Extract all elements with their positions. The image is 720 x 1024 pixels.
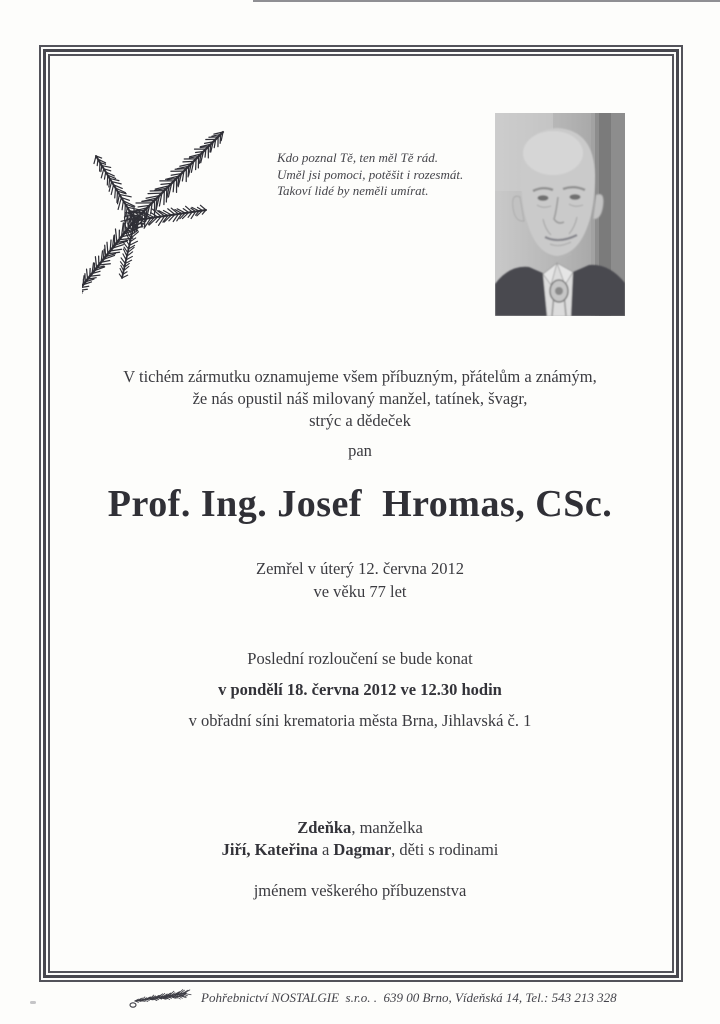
ceremony-datetime: v pondělí 18. června 2012 ve 12.30 hodin — [218, 680, 502, 699]
verse-line: Kdo poznal Tě, ten měl Tě rád. — [277, 150, 439, 165]
verse-line: Uměl jsi pomoci, potěšit i rozesmát. — [277, 166, 464, 182]
deceased-name: Prof. Ing. Josef Hromas, CSc. — [107, 483, 613, 525]
death-info — [0, 557, 720, 603]
mourner-relation: , manželka — [351, 818, 423, 837]
scan-artifact-speck — [30, 1001, 36, 1004]
feather-branch-icon — [126, 985, 192, 1011]
memorial-verse — [277, 150, 463, 200]
announcement-line: strýc a dědeček — [309, 411, 411, 430]
mourner-name: Zdeňka — [297, 818, 352, 837]
scan-artifact-line — [253, 0, 720, 2]
mourner-names: Jiří, Kateřina — [221, 840, 318, 859]
announcement-line: V tichém zármutku oznamujeme všem příbuzným, přátelům a známým, — [123, 367, 597, 386]
death-age-line: ve věku 77 let — [313, 582, 407, 601]
ceremony-intro: Poslední rozloučení se bude konat — [247, 649, 473, 668]
portrait-photo — [495, 113, 625, 316]
mourner-name: Dagmar — [333, 840, 392, 859]
mourners-line-2 — [0, 840, 720, 860]
death-date-line: Zemřel v úterý 12. června 2012 — [255, 559, 464, 578]
ceremony-location: v obřadní síni krematoria města Brna, Jihlavská č. 1 — [188, 711, 532, 730]
mourner-relation: , děti s rodinami — [391, 840, 499, 859]
mourners-line-1 — [0, 818, 720, 838]
announcement-paragraph — [0, 366, 720, 432]
verse-line: Takoví lidé by neměli umírat. — [277, 183, 429, 198]
conjunction: a — [317, 840, 334, 859]
title-word: pan — [348, 441, 372, 460]
mourners-closing: jménem veškerého příbuzenstva — [253, 881, 467, 900]
funeral-home-info: Pohřebnictví NOSTALGIE s.r.o. . 639 00 Brno, Vídeňská 14, Tel.: 543 213 328 — [201, 990, 617, 1005]
spruce-branch-icon — [82, 120, 240, 302]
announcement-line: že nás opustil náš milovaný manžel, tatínek, švagr, — [192, 389, 528, 408]
funeral-home-footer — [126, 985, 617, 1011]
